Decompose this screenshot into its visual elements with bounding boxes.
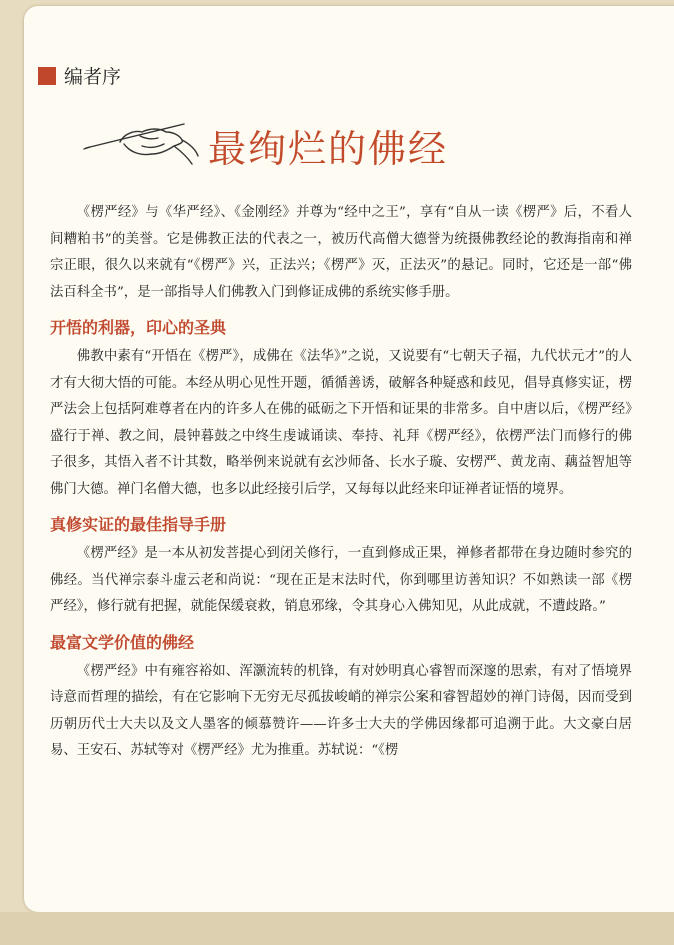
hand-holding-brush-icon — [80, 112, 200, 168]
section-paragraph-3: 《楞严经》中有雍容裕如、浑灏流转的机锋，有对妙明真心睿智而深邃的思索，有对了悟境界诗意而哲理的描绘，有在它影响下无穷无尽孤拔峻峭的禅宗公案和睿智超妙的禅门诗偈，因而受到历朝历代士大夫以及文人墨客的倾慕赞许——许多士大夫的学佛因缘都可追溯于此。大文豪白居易、王安石、苏轼等对《楞严经》尤为推重。苏轼说：“《楞 — [50, 663, 632, 758]
section-title-2: 真修实证的最佳指导手册 — [50, 515, 227, 534]
section-title-3: 最富文学价值的佛经 — [50, 632, 195, 652]
page-title: 最绚烂的佛经 — [208, 127, 449, 171]
section-paragraph-2: 《楞严经》是一本从初发菩提心到闭关修行，一直到修成正果，禅修者都带在身边随时参究的佛经。当代禅宗泰斗虚云老和尚说：“现在正是末法时代，你到哪里访善知识？不如熟读一部《楞严经》，修行就有把握，就能保缓衰救，销息邪缘，令其身心入佛知见，从此成就，不遭歧路。” — [50, 546, 632, 614]
article-body — [50, 200, 632, 765]
section-paragraph-1: 佛教中素有“开悟在《楞严》，成佛在《法华》”之说，又说要有“七朝天子福，九代状元才”的人才有大彻大悟的可能。本经从明心见性开题，循循善诱，破解各种疑惑和歧见，倡导真修实证，楞严法会上包括阿难尊者在内的许多人在佛的砥砺之下开悟和证果的非常多。自中唐以后，《楞严经》盛行于禅、教之间，晨钟暮鼓之中终生虔诚诵读、奉持、礼拜《楞严经》，依楞严法门而修行的佛子很多，其悟入者不计其数，略举例来说就有玄沙师备、长水子璇、安楞严、黄龙南、藕益智旭等佛门大德。禅门名僧大德，也多以此经接引后学，又每每以此经来印证禅者证悟的境界。 — [50, 349, 632, 497]
page-bottom-band — [0, 912, 674, 945]
intro-paragraph: 《楞严经》与《华严经》、《金刚经》并尊为“经中之王”，享有“自从一读《楞严》后，不看人间糟粕书”的美誉。它是佛教正法的代表之一，被历代高僧大德誉为统摄佛教经论的教海指南和禅宗正眼，很久以来就有“《楞严》兴，正法兴；《楞严》灭，正法灭”的悬记。同时，它还是一部“佛法百科全书”，是一部指导人们佛教入门到修证成佛的系统实修手册。 — [50, 205, 632, 300]
header-label: 编者序 — [64, 66, 122, 88]
section-title-1: 开悟的利器，印心的圣典 — [50, 318, 227, 337]
header-square-icon — [38, 67, 56, 85]
section-header — [38, 62, 121, 89]
